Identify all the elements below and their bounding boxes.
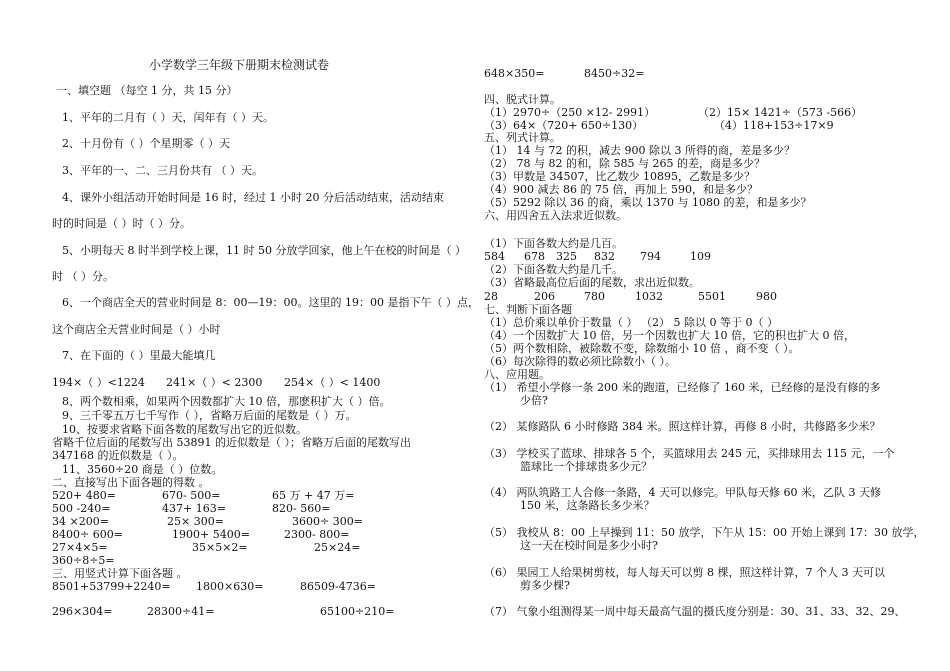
rounding-number: 980 [756, 290, 777, 303]
judgement-item: （6）每次除得的数必须比除数小（ ）。 [484, 355, 676, 368]
calc-item: 8400÷ 600= [52, 528, 123, 541]
question-7-item: 194×（ ）<1224 [52, 376, 145, 389]
word-problem-line: （4） 两队筑路工人合修一条路，4 天可以修完。甲队每天修 60 米，乙队 3 天修 [484, 486, 881, 499]
question-2: 2、十月份有（ ）个星期零（ ）天 [62, 137, 230, 150]
mixed-calc-item: （4）118+153÷17×9 [714, 119, 834, 132]
calc-item: 500 -240= [52, 502, 111, 515]
word-problem-line: （2） 某修路队 6 小时修路 384 米。照这样计算，再修 8 小时，共修路多少米？ [484, 420, 881, 433]
question-7: 7、在下面的（ ）里最大能填几 [62, 349, 216, 362]
question-4: 4、课外小组活动开始时间是 16 时，经过 1 小时 20 分后活动结束，活动结束 [62, 191, 444, 204]
question-10-part-a: 省略千位后面的尾数写出 53891 的近似数是（ ）；省略万后面的尾数写出 [52, 436, 411, 449]
vertical-calc-item: 8501+53799+2240= [52, 580, 171, 593]
word-expression-item: （3）甲数是 34507，比乙数少 10895，乙数是多少？ [484, 170, 755, 183]
word-problem-line: （1） 希望小学修一条 200 米的跑道，已经修了 160 米，已经修的是没有修的多 [484, 381, 881, 394]
question-8: 8、两个数相乘，如果两个因数都扩大 10 倍，那麽积扩大（ ）倍。 [62, 395, 391, 408]
vertical-calc-item: 65100÷210= [320, 605, 395, 618]
mixed-calc-item: （2）15× 1421÷（573 -566） [698, 106, 863, 119]
calc-item: 25×24= [314, 541, 361, 554]
calc-item: 520+ 480= [52, 489, 116, 502]
word-problem-line: 150 米，这条路长多少米？ [520, 499, 655, 512]
vertical-calc-item: 28300÷41= [147, 605, 215, 618]
question-3: 3、平年的一、二、三月份共有 （ ）天。 [62, 164, 263, 177]
question-4-cont: 时的时间是（ ）时（ ）分。 [52, 217, 191, 230]
rounding-number: 28 [484, 290, 498, 303]
vertical-calc-item: 1800×630= [196, 580, 264, 593]
rounding-number: 206 [534, 290, 555, 303]
section-4-heading: 四、脱式计算。 [484, 93, 561, 106]
calc-item: 437+ 163= [162, 502, 226, 515]
word-problem-line: 剪多少棵? [520, 579, 570, 592]
word-expression-item: （1） 14 与 72 的积，减去 900 除以 3 所得的商，差是多少？ [484, 144, 795, 157]
mixed-calc-item: （1）2970÷（250 ×12- 2991） [484, 106, 656, 119]
rounding-number: 5501 [698, 290, 726, 303]
question-1: 1、平年的二月有（ ）天，闰年有（ ）天。 [62, 111, 274, 124]
rounding-prompt: （1）下面各数大约是几百。 [484, 237, 623, 250]
rounding-prompt: （2）下面各数大约是几千。 [484, 263, 623, 276]
judgement-item: （5）两个数相除，被除数不变，除数缩小 10 倍 ，商不变（ ）。 [484, 342, 800, 355]
word-problem-line: （7） 气象小组测得某一周中每天最高气温的摄氏度分别是：30、31、33、32、29、 [484, 605, 906, 618]
calc-item: 35×5×2= [192, 541, 248, 554]
question-6: 6、一个商店全天的营业时间是 8：00—19：00。这里的 19：00 是指下午（ ）点， [62, 296, 479, 309]
section-2-heading: 二、直接写出下面各题的得数 。 [52, 476, 210, 489]
vertical-calc-item: 648×350= [484, 67, 545, 80]
question-5-cont: 时 （ ）分。 [52, 270, 114, 283]
rounding-number: 780 [584, 290, 605, 303]
rounding-number: 584 [484, 250, 505, 263]
word-problem-line: （6） 果园工人给果树剪枝，每人每天可以剪 8 棵，照这样计算，7 个人 3 天可以 [484, 566, 885, 579]
rounding-number: 1032 [635, 290, 663, 303]
question-7-item: 254×（ ）< 1400 [284, 376, 381, 389]
calc-item: 2300- 800= [284, 528, 350, 541]
question-10-part-b: 347168 的近似数是（ ）。 [52, 449, 184, 462]
rounding-number: 832 [594, 250, 615, 263]
judgement-item: （1）总价乘以单价于数量（ ） （2） 5 除以 0 等于 0（ ） [484, 316, 778, 329]
calc-item: 25× 300= [167, 515, 224, 528]
rounding-number: 794 [640, 250, 661, 263]
word-problem-line: 篮球比一个排球贵多少元？ [520, 460, 652, 473]
calc-item: 34 ×200= [52, 515, 109, 528]
word-problem-line: 少倍? [520, 394, 548, 407]
vertical-calc-item: 8450÷32= [584, 67, 645, 80]
section-6-heading: 六、用四舍五入法求近似数。 [484, 209, 627, 222]
calc-item: 27×4×5= [52, 541, 108, 554]
calc-item: 65 万 + 47 万= [272, 489, 355, 502]
word-expression-item: （2） 78 与 82 的和，除 585 与 265 的差，商是多少？ [484, 157, 765, 170]
question-9: 9、三千零五万七千写作（ ），省略万后面的尾数是（ ）万。 [62, 409, 357, 422]
calc-item: 360÷8÷5= [52, 554, 115, 567]
rounding-prompt: （3）省略最高位后面的尾数，求出近似数。 [484, 276, 700, 289]
calc-item: 820- 560= [272, 502, 331, 515]
word-expression-item: （4）900 减去 86 的 75 倍，再加上 590，和是多少？ [484, 183, 758, 196]
calc-item: 3600÷ 300= [292, 515, 363, 528]
question-11: 11、3560÷20 商是（ ）位数。 [62, 463, 223, 476]
section-3-heading: 三、用竖式计算下面各题 。 [52, 567, 188, 580]
vertical-calc-item: 296×304= [52, 605, 113, 618]
question-7-item: 241×（ ）< 2300 [166, 376, 263, 389]
calc-item: 670- 500= [162, 489, 221, 502]
question-5: 5、小明每天 8 时半到学校上课，11 时 50 分放学回家，他上午在校的时间是（ ） [62, 244, 466, 257]
rounding-number: 678 [524, 250, 545, 263]
vertical-calc-item: 86509-4736= [300, 580, 376, 593]
word-expression-item: （5）5292 除以 36 的商，乘以 1370 与 1080 的差，和是多少？ [484, 196, 812, 209]
rounding-number: 325 [556, 250, 577, 263]
word-problem-line: （5） 我校从 8：00 上早操到 11：50 放学，下午从 15：00 开始上课到 17：30 放学， [484, 526, 925, 539]
rounding-number: 109 [690, 250, 711, 263]
judgement-item: （4）一个因数扩大 10 倍，另一个因数也扩大 10 倍，它的积也扩大 0 倍， [484, 329, 855, 342]
question-10: 10、按要求省略下面各数的尾数写出它的近似数。 [62, 423, 307, 436]
section-5-heading: 五、列式计算。 [484, 131, 561, 144]
section-1-heading: 一、填空题 （每空 1 分，共 15 分） [56, 84, 238, 97]
section-7-heading: 七、判断下面各题 [484, 303, 572, 316]
mixed-calc-item: （3）64×（720+ 650÷130） [484, 119, 644, 132]
question-6-cont: 这个商店全天营业时间是（ ）小时 [52, 323, 221, 336]
calc-item: 1900+ 5400= [172, 528, 250, 541]
exam-title: 小学数学三年级下册期末检测试卷 [149, 58, 330, 72]
section-8-heading: 八、应用题。 [484, 368, 550, 381]
word-problem-line: （3） 学校买了蓝球、排球各 5 个，买篮球用去 245 元，买排球用去 115 元，一个 [484, 447, 895, 460]
word-problem-line: 这一天在校时间是多少小时? [520, 539, 658, 552]
